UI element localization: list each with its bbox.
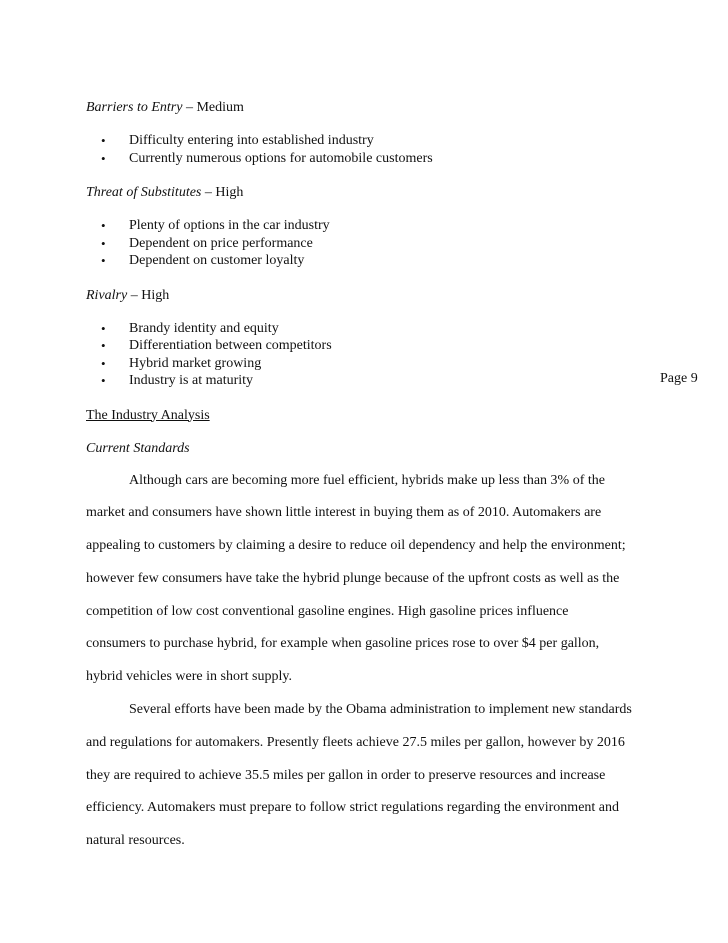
paragraph-line: competition of low cost conventional gasoline engines. High gasoline prices influence [86,603,569,619]
subsection-title: Current Standards [86,440,190,456]
barriers-label: Barriers to Entry [86,100,183,115]
bullet-icon: • [101,320,106,336]
list-item-text: Currently numerous options for automobile customers [129,150,433,166]
bullet-icon: • [101,133,106,148]
bullet-icon: • [101,373,106,388]
substitutes-list [86,217,656,270]
barriers-value: – Medium [182,100,244,115]
bullet-icon: • [101,253,106,268]
rivalry-list [86,320,656,390]
list-item [86,217,656,235]
list-item-text: Hybrid market growing [129,355,262,371]
list-item-text: Differentiation between competitors [129,338,332,353]
paragraph-line: and regulations for automakers. Presently fleets achieve 27.5 miles per gallon, however by 2016 [86,734,625,750]
paragraph-line: natural resources. [86,833,185,849]
list-item-text: Dependent on customer loyalty [129,253,305,268]
rivalry-label: Rivalry [86,287,128,303]
paragraph-line: Although cars are becoming more fuel efficient, hybrids make up less than 3% of the [129,472,605,488]
bullet-icon: • [101,218,106,233]
bullet-icon: • [101,338,106,353]
list-item-text: Plenty of options in the car industry [129,218,330,233]
list-item [86,252,656,270]
list-item [86,132,656,150]
bullet-icon: • [101,355,106,371]
bullet-icon: • [101,150,106,166]
list-item [86,320,656,338]
paragraph-line: efficiency. Automakers must prepare to follow strict regulations regarding the environment and [86,800,620,816]
section-title: The Industry Analysis [86,407,210,423]
document-body [86,99,656,858]
paragraph-line: Several efforts have been made by the Obama administration to implement new standards [129,702,632,718]
barriers-heading [86,99,656,116]
list-item [86,337,656,355]
list-item-text: Dependent on price performance [129,235,313,251]
list-item-text: Difficulty entering into established industry [129,133,374,148]
rivalry-heading [86,287,656,304]
list-item [86,235,656,253]
list-item-text: Industry is at maturity [129,373,254,388]
list-item [86,372,656,390]
paragraph-line: market and consumers have shown little interest in buying them as of 2010. Automakers are [86,505,602,521]
paragraph-line: hybrid vehicles were in short supply. [86,669,292,685]
barriers-list [86,132,656,167]
substitutes-heading [86,184,656,201]
rivalry-value: – High [127,287,170,303]
list-item-text: Brandy identity and equity [129,320,279,336]
list-item [86,355,656,373]
paragraph-line: they are required to achieve 35.5 miles per gallon in order to preserve resources and increase [86,767,606,783]
list-item [86,150,656,168]
paragraph-line: however few consumers have take the hybrid plunge because of the upfront costs as well as the [86,570,620,586]
paragraph-line: appealing to customers by claiming a desire to reduce oil dependency and help the environment; [86,538,626,554]
paragraph-1 [86,465,656,695]
substitutes-label: Threat of Substitutes [86,185,202,200]
paragraph-2 [86,694,656,858]
substitutes-value: – High [201,185,244,200]
paragraph-line: consumers to purchase hybrid, for example when gasoline prices rose to over $4 per gallon, [86,636,600,652]
bullet-icon: • [101,235,106,251]
page-number: Page 9 [660,371,698,386]
